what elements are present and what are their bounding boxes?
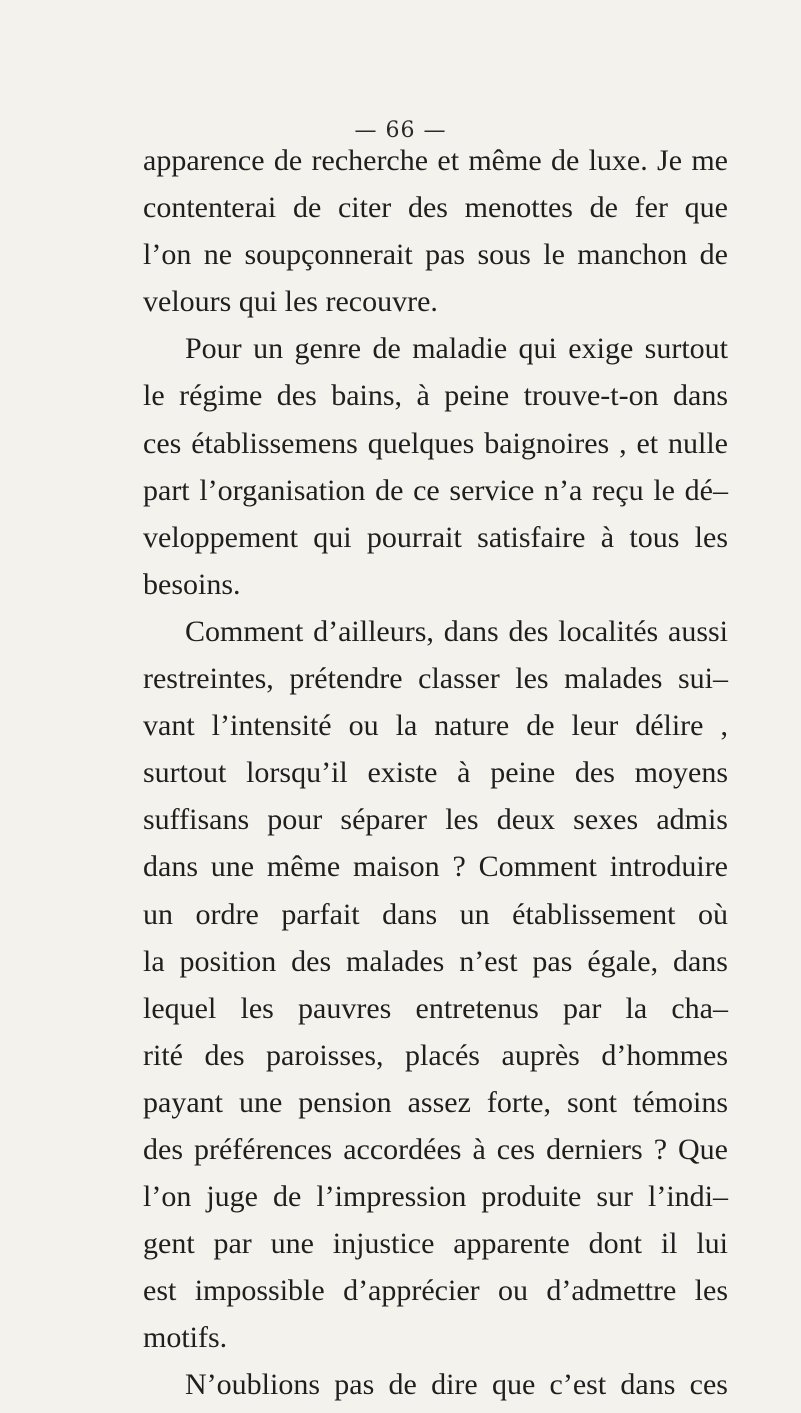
text-line: rité des paroisses, placés auprès d’hommes bbox=[143, 1038, 728, 1072]
text-line: le régime des bains, à peine trouve-t-on dans bbox=[143, 379, 728, 413]
text-line: contenterai de citer des menottes de fer que bbox=[143, 191, 728, 225]
text-line: besoins. bbox=[143, 567, 241, 601]
text-line: motifs. bbox=[143, 1321, 228, 1355]
text-line: apparence de recherche et même de luxe. Je me bbox=[143, 144, 728, 177]
text-line: un ordre parfait dans un établissement où bbox=[143, 897, 728, 931]
text-line: l’on ne soupçonnerait pas sous le manchon de bbox=[143, 238, 728, 272]
text-line: Comment d’ailleurs, dans des localités aussi bbox=[185, 614, 728, 648]
text-line: suffisans pour séparer les deux sexes admis bbox=[143, 803, 728, 837]
text-line: est impossible d’apprécier ou d’admettre les bbox=[143, 1274, 728, 1308]
text-line: l’on juge de l’impression produite sur l’indi– bbox=[143, 1180, 728, 1214]
text-line: payant une pension assez forte, sont témoins bbox=[143, 1085, 728, 1119]
text-line: des préférences accordées à ces derniers ? Que bbox=[143, 1132, 728, 1166]
text-line: surtout lorsqu’il existe à peine des moyens bbox=[143, 756, 728, 790]
text-line: N’oublions pas de dire que c’est dans ces bbox=[185, 1368, 728, 1402]
text-line: part l’organisation de ce service n’a reçu le dé– bbox=[143, 473, 728, 507]
text-line: la position des malades n’est pas égale, dans bbox=[143, 944, 728, 978]
text-line: vant l’intensité ou la nature de leur délire , bbox=[143, 709, 728, 743]
text-line: restreintes, prétendre classer les malades sui– bbox=[143, 662, 728, 696]
text-line: velours qui les recouvre. bbox=[143, 285, 438, 319]
text-line: dans une même maison ? Comment introduire bbox=[143, 850, 728, 884]
page-number: — 66 — bbox=[354, 118, 447, 143]
text-line: gent par une injustice apparente dont il lui bbox=[143, 1227, 728, 1261]
text-line: ces établissemens quelques baignoires , et nulle bbox=[143, 426, 728, 460]
body-text bbox=[143, 137, 728, 1409]
text-line: veloppement qui pourrait satisfaire à tous les bbox=[143, 520, 728, 554]
text-line: Pour un genre de maladie qui exige surtout bbox=[185, 332, 728, 366]
text-line: lequel les pauvres entretenus par la cha– bbox=[143, 991, 728, 1025]
